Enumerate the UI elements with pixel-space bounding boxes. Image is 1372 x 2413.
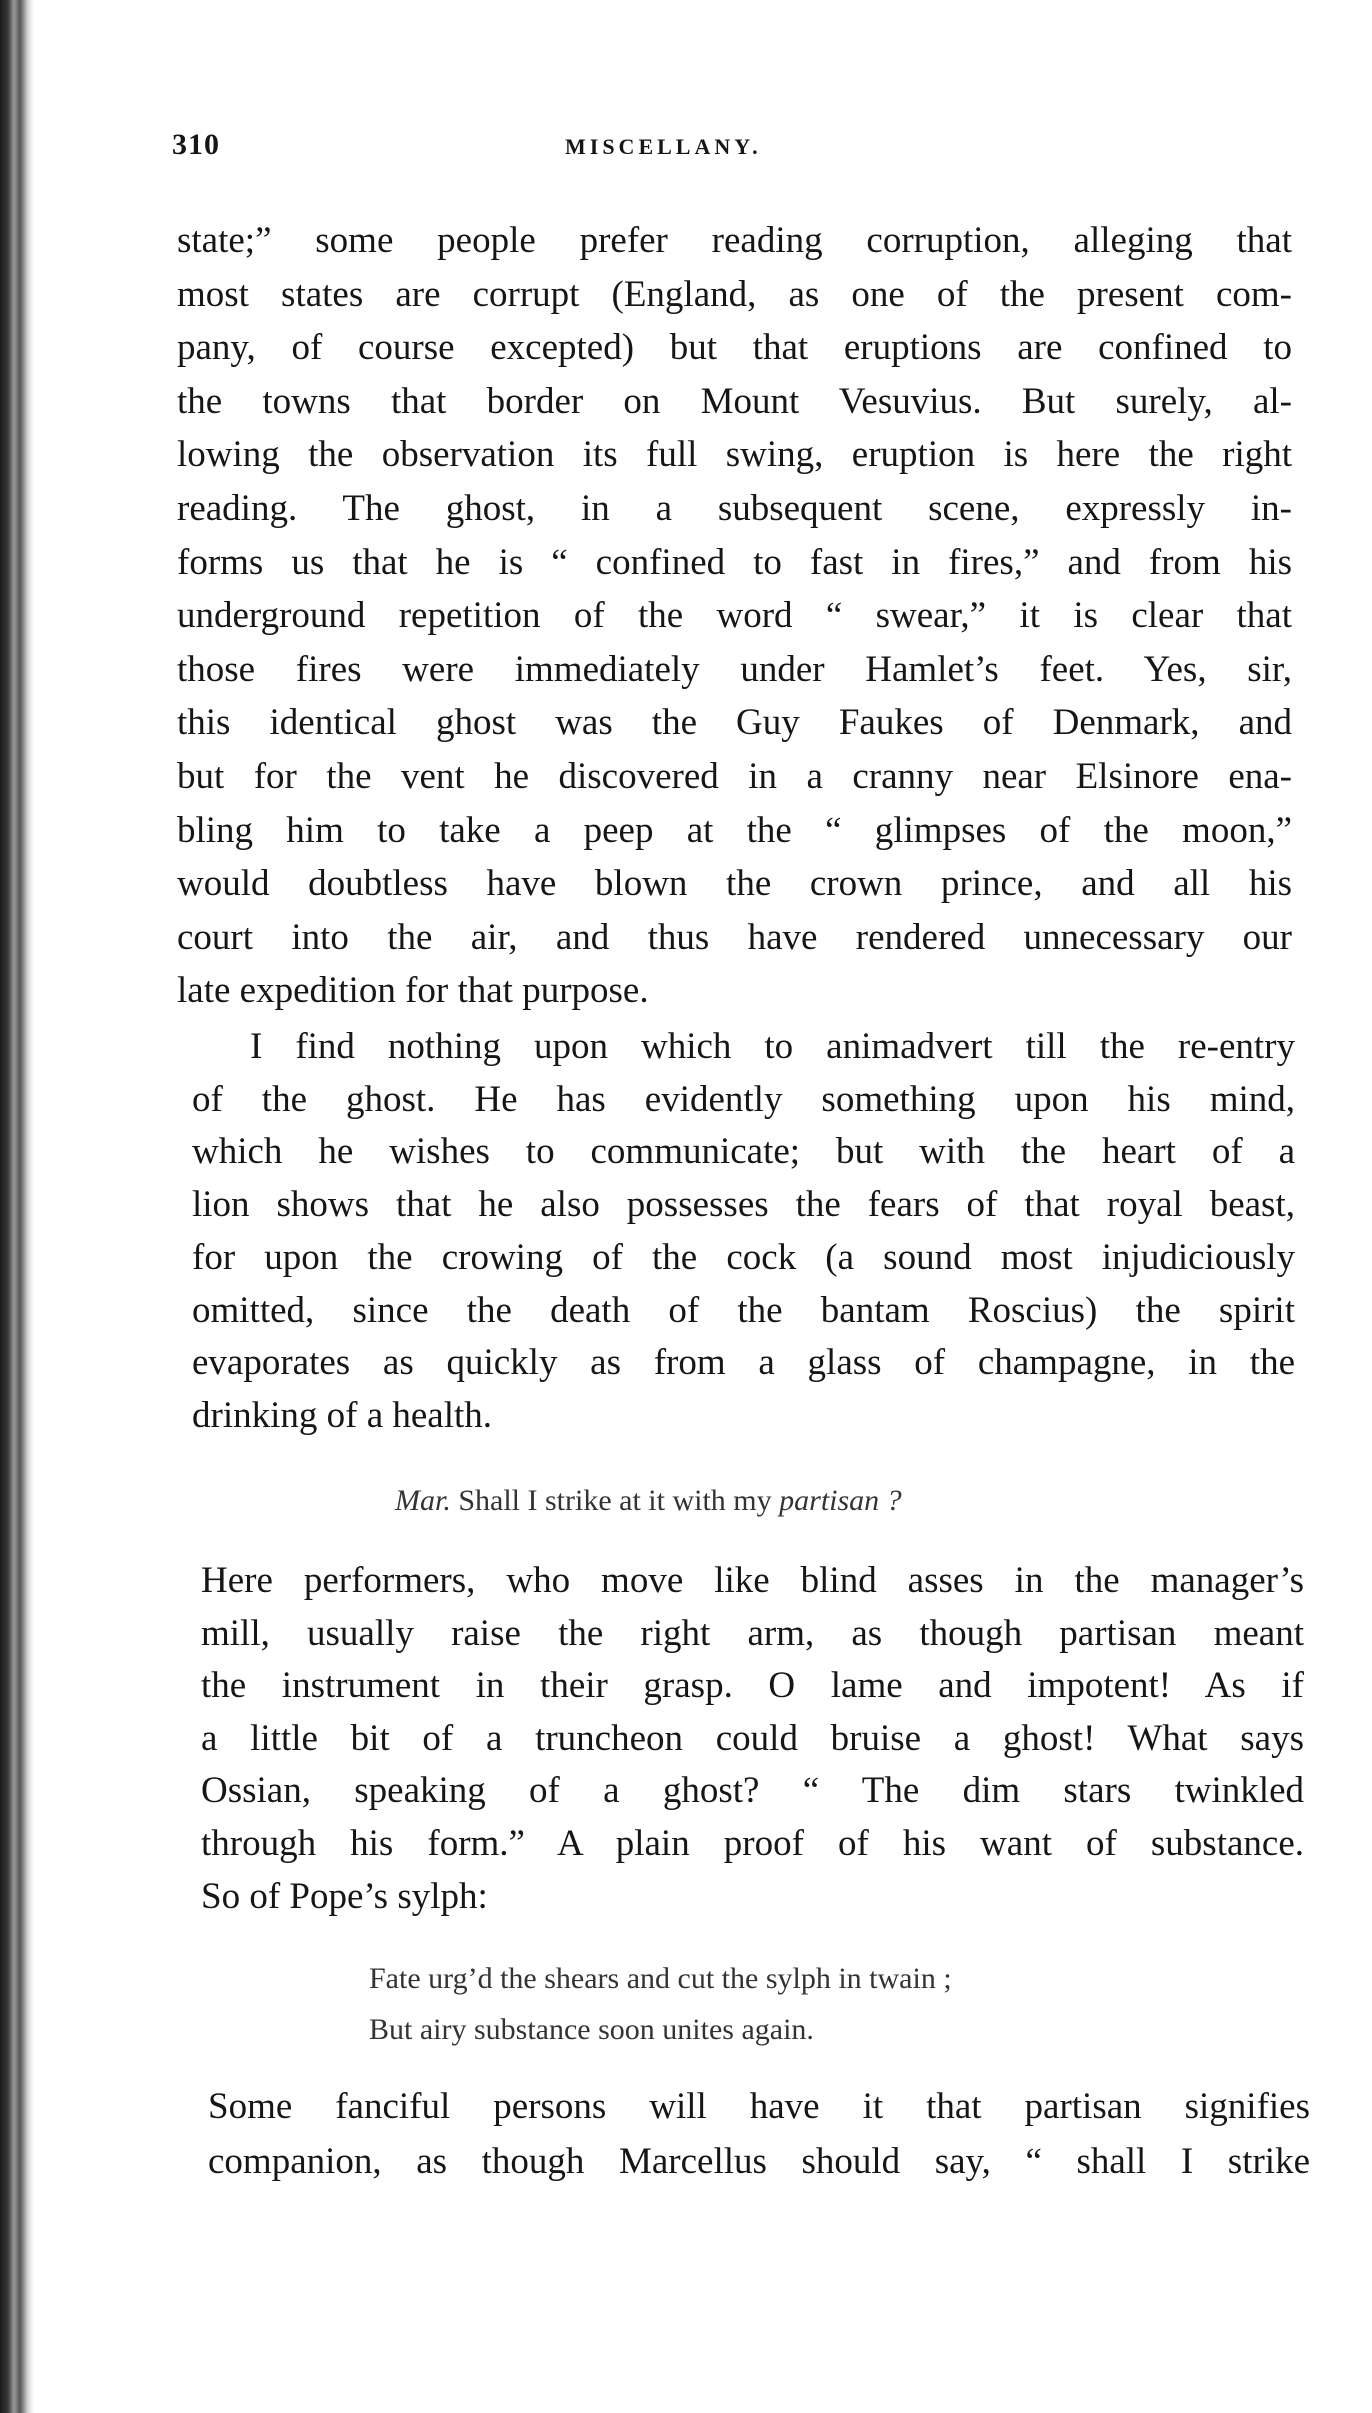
text-line: underground repetition of the word “ swear,” it is clear that <box>177 595 1292 637</box>
quote-italic-word: partisan ? <box>779 1484 902 1517</box>
book-binding-edge <box>0 0 34 2413</box>
text-line: reading. The ghost, in a subsequent scene, expressly in- <box>177 488 1292 529</box>
text-line: would doubtless have blown the crown prince, and all his <box>177 863 1292 905</box>
text-line: bling him to take a peep at the “ glimpses of the moon,” <box>177 809 1292 851</box>
text-line: through his form.” A plain proof of his want of substance. <box>201 1823 1304 1864</box>
running-title: MISCELLANY. <box>565 134 762 159</box>
text-line: most states are corrupt (England, as one of the present com- <box>177 273 1292 315</box>
text-line: for upon the crowing of the cock (a sound most injudiciously <box>192 1236 1295 1278</box>
text-line: lowing the observation its full swing, eruption is here the right <box>177 434 1292 476</box>
text-line: Some fanciful persons will have it that partisan signifies <box>208 2086 1310 2127</box>
text-line: the towns that border on Mount Vesuvius. But surely, al- <box>177 380 1292 422</box>
speaker-name: Mar. <box>395 1484 451 1517</box>
text-line: companion, as though Marcellus should say, “ shall I strike <box>208 2141 1310 2182</box>
text-line: a little bit of a truncheon could bruise a ghost! What says <box>201 1717 1304 1759</box>
text-line: drinking of a health. <box>192 1394 493 1436</box>
text-line: the instrument in their grasp. O lame and impotent! As if <box>201 1665 1304 1707</box>
quoted-line <box>395 1476 902 1526</box>
text-line: forms us that he is “ confined to fast in fires,” and from his <box>177 541 1292 583</box>
text-line: I find nothing upon which to animadvert till the re-entry <box>250 1026 1295 1067</box>
text-line: evaporates as quickly as from a glass of champagne, in the <box>192 1342 1295 1384</box>
text-line: Ossian, speaking of a ghost? “ The dim stars twinkled <box>201 1770 1304 1812</box>
text-line: of the ghost. He has evidently something upon his mind, <box>192 1078 1295 1120</box>
page-number: 310 <box>172 128 220 161</box>
text-line: late expedition for that purpose. <box>177 970 649 1012</box>
verse-line-1: Fate urg’d the shears and cut the sylph in twain ; <box>369 1962 952 1995</box>
text-line: state;” some people prefer reading corruption, alleging that <box>177 220 1292 261</box>
text-line: lion shows that he also possesses the fears of that royal beast, <box>192 1184 1295 1226</box>
text-line: those fires were immediately under Hamlet’s feet. Yes, sir, <box>177 648 1292 690</box>
text-line: but for the vent he discovered in a cranny near Elsinore ena- <box>177 756 1292 797</box>
text-line: which he wishes to communicate; but with the heart of a <box>192 1131 1295 1173</box>
text-line: So of Pope’s sylph: <box>201 1875 488 1917</box>
text-line: this identical ghost was the Guy Faukes of Denmark, and <box>177 702 1292 744</box>
text-line: Here performers, who move like blind asses in the manager’s <box>201 1560 1304 1601</box>
text-line: mill, usually raise the right arm, as though partisan meant <box>201 1612 1304 1654</box>
text-line: pany, of course excepted) but that eruptions are confined to <box>177 327 1292 369</box>
verse-line-2: But airy substance soon unites again. <box>369 2013 814 2046</box>
quote-text: Shall I strike at it with my <box>450 1484 780 1517</box>
text-line: court into the air, and thus have rendered unnecessary our <box>177 916 1292 958</box>
text-line: omitted, since the death of the bantam Roscius) the spirit <box>192 1289 1295 1331</box>
